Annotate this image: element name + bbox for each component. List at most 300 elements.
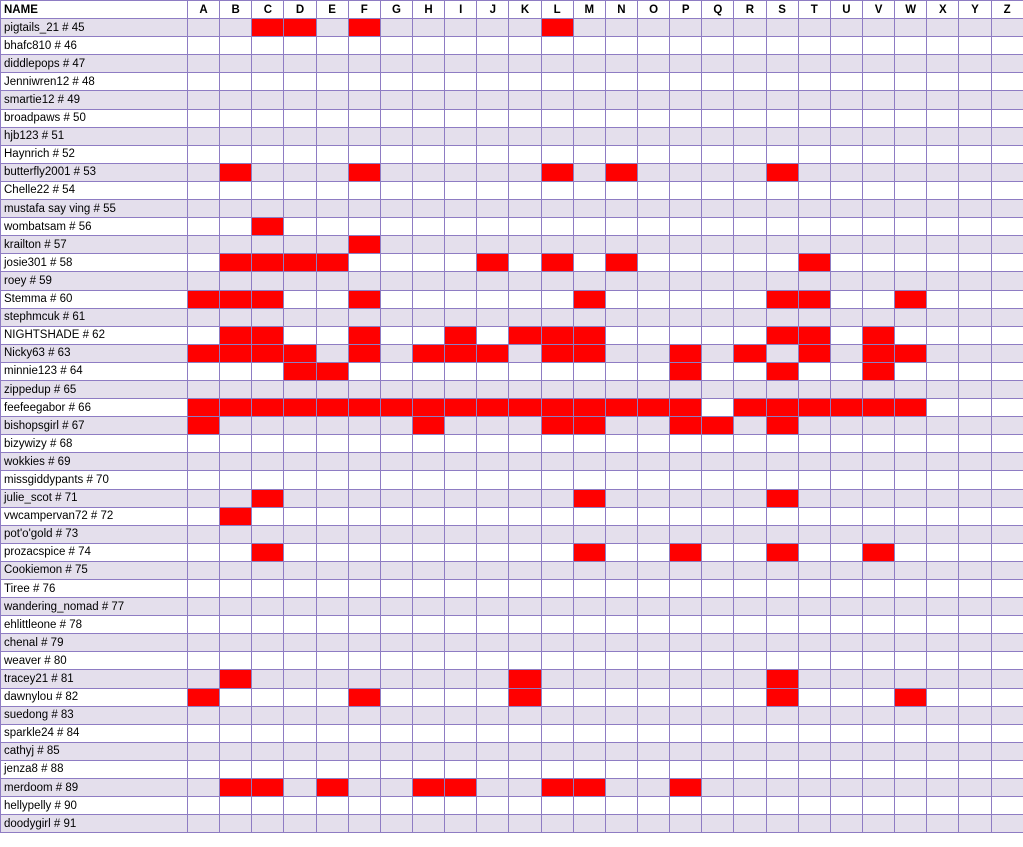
grid-cell[interactable] xyxy=(927,815,959,833)
grid-cell[interactable] xyxy=(412,73,444,91)
marked-cell[interactable] xyxy=(220,399,252,417)
grid-cell[interactable] xyxy=(895,525,927,543)
grid-cell[interactable] xyxy=(316,525,348,543)
grid-cell[interactable] xyxy=(637,742,669,760)
grid-cell[interactable] xyxy=(188,362,220,380)
grid-cell[interactable] xyxy=(959,417,991,435)
grid-cell[interactable] xyxy=(509,236,541,254)
column-header-g[interactable]: G xyxy=(380,1,412,19)
grid-cell[interactable] xyxy=(316,760,348,778)
grid-cell[interactable] xyxy=(991,290,1023,308)
grid-cell[interactable] xyxy=(509,37,541,55)
grid-cell[interactable] xyxy=(766,580,798,598)
column-header-j[interactable]: J xyxy=(477,1,509,19)
marked-cell[interactable] xyxy=(670,779,702,797)
grid-cell[interactable] xyxy=(220,616,252,634)
name-cell[interactable]: diddlepops # 47 xyxy=(1,55,188,73)
grid-cell[interactable] xyxy=(991,417,1023,435)
marked-cell[interactable] xyxy=(380,399,412,417)
grid-cell[interactable] xyxy=(541,109,573,127)
grid-cell[interactable] xyxy=(959,453,991,471)
grid-cell[interactable] xyxy=(188,797,220,815)
grid-cell[interactable] xyxy=(509,797,541,815)
grid-cell[interactable] xyxy=(927,489,959,507)
grid-cell[interactable] xyxy=(220,19,252,37)
grid-cell[interactable] xyxy=(991,236,1023,254)
grid-cell[interactable] xyxy=(284,435,316,453)
grid-cell[interactable] xyxy=(637,218,669,236)
column-header-f[interactable]: F xyxy=(348,1,380,19)
grid-cell[interactable] xyxy=(702,435,734,453)
marked-cell[interactable] xyxy=(445,344,477,362)
marked-cell[interactable] xyxy=(284,362,316,380)
grid-cell[interactable] xyxy=(734,145,766,163)
grid-cell[interactable] xyxy=(477,471,509,489)
grid-cell[interactable] xyxy=(734,91,766,109)
grid-cell[interactable] xyxy=(991,435,1023,453)
grid-cell[interactable] xyxy=(316,417,348,435)
grid-cell[interactable] xyxy=(734,507,766,525)
grid-cell[interactable] xyxy=(798,19,830,37)
grid-cell[interactable] xyxy=(927,218,959,236)
grid-cell[interactable] xyxy=(412,580,444,598)
name-cell[interactable]: chenal # 79 xyxy=(1,634,188,652)
grid-cell[interactable] xyxy=(412,91,444,109)
grid-cell[interactable] xyxy=(284,145,316,163)
grid-cell[interactable] xyxy=(959,507,991,525)
name-cell[interactable]: Jenniwren12 # 48 xyxy=(1,73,188,91)
grid-cell[interactable] xyxy=(927,779,959,797)
grid-cell[interactable] xyxy=(766,634,798,652)
grid-cell[interactable] xyxy=(509,290,541,308)
grid-cell[interactable] xyxy=(734,580,766,598)
grid-cell[interactable] xyxy=(445,55,477,73)
grid-cell[interactable] xyxy=(509,435,541,453)
grid-cell[interactable] xyxy=(637,489,669,507)
grid-cell[interactable] xyxy=(316,218,348,236)
grid-cell[interactable] xyxy=(380,471,412,489)
grid-cell[interactable] xyxy=(959,73,991,91)
grid-cell[interactable] xyxy=(509,580,541,598)
grid-cell[interactable] xyxy=(670,380,702,398)
grid-cell[interactable] xyxy=(541,73,573,91)
grid-cell[interactable] xyxy=(252,109,284,127)
marked-cell[interactable] xyxy=(220,507,252,525)
grid-cell[interactable] xyxy=(541,308,573,326)
grid-cell[interactable] xyxy=(316,453,348,471)
grid-cell[interactable] xyxy=(798,652,830,670)
grid-cell[interactable] xyxy=(798,489,830,507)
grid-cell[interactable] xyxy=(605,19,637,37)
grid-cell[interactable] xyxy=(637,272,669,290)
grid-cell[interactable] xyxy=(573,19,605,37)
grid-cell[interactable] xyxy=(380,163,412,181)
grid-cell[interactable] xyxy=(605,109,637,127)
grid-cell[interactable] xyxy=(734,435,766,453)
grid-cell[interactable] xyxy=(477,145,509,163)
grid-cell[interactable] xyxy=(541,380,573,398)
grid-cell[interactable] xyxy=(316,181,348,199)
grid-cell[interactable] xyxy=(445,724,477,742)
grid-cell[interactable] xyxy=(348,561,380,579)
grid-cell[interactable] xyxy=(895,163,927,181)
grid-cell[interactable] xyxy=(380,19,412,37)
grid-cell[interactable] xyxy=(702,634,734,652)
grid-cell[interactable] xyxy=(637,670,669,688)
grid-cell[interactable] xyxy=(284,742,316,760)
grid-cell[interactable] xyxy=(220,580,252,598)
grid-cell[interactable] xyxy=(991,344,1023,362)
grid-cell[interactable] xyxy=(284,91,316,109)
grid-cell[interactable] xyxy=(316,724,348,742)
grid-cell[interactable] xyxy=(959,688,991,706)
grid-cell[interactable] xyxy=(670,471,702,489)
grid-cell[interactable] xyxy=(702,688,734,706)
grid-cell[interactable] xyxy=(830,91,862,109)
grid-cell[interactable] xyxy=(541,362,573,380)
grid-cell[interactable] xyxy=(830,37,862,55)
grid-cell[interactable] xyxy=(766,109,798,127)
grid-cell[interactable] xyxy=(348,507,380,525)
grid-cell[interactable] xyxy=(477,55,509,73)
grid-cell[interactable] xyxy=(380,109,412,127)
grid-cell[interactable] xyxy=(573,561,605,579)
grid-cell[interactable] xyxy=(670,236,702,254)
grid-cell[interactable] xyxy=(830,109,862,127)
grid-cell[interactable] xyxy=(220,109,252,127)
grid-cell[interactable] xyxy=(798,616,830,634)
grid-cell[interactable] xyxy=(766,435,798,453)
grid-cell[interactable] xyxy=(573,163,605,181)
marked-cell[interactable] xyxy=(284,254,316,272)
grid-cell[interactable] xyxy=(188,815,220,833)
grid-cell[interactable] xyxy=(927,616,959,634)
grid-cell[interactable] xyxy=(445,634,477,652)
grid-cell[interactable] xyxy=(605,37,637,55)
grid-cell[interactable] xyxy=(445,742,477,760)
grid-cell[interactable] xyxy=(541,507,573,525)
column-header-e[interactable]: E xyxy=(316,1,348,19)
grid-cell[interactable] xyxy=(284,652,316,670)
marked-cell[interactable] xyxy=(252,19,284,37)
marked-cell[interactable] xyxy=(284,19,316,37)
grid-cell[interactable] xyxy=(734,760,766,778)
grid-cell[interactable] xyxy=(477,706,509,724)
marked-cell[interactable] xyxy=(348,688,380,706)
grid-cell[interactable] xyxy=(895,272,927,290)
grid-cell[interactable] xyxy=(252,181,284,199)
grid-cell[interactable] xyxy=(541,706,573,724)
grid-cell[interactable] xyxy=(348,37,380,55)
grid-cell[interactable] xyxy=(670,507,702,525)
grid-cell[interactable] xyxy=(734,453,766,471)
grid-cell[interactable] xyxy=(252,561,284,579)
grid-cell[interactable] xyxy=(188,181,220,199)
name-cell[interactable]: bizywizy # 68 xyxy=(1,435,188,453)
grid-cell[interactable] xyxy=(670,670,702,688)
grid-cell[interactable] xyxy=(702,670,734,688)
grid-cell[interactable] xyxy=(991,218,1023,236)
marked-cell[interactable] xyxy=(766,543,798,561)
grid-cell[interactable] xyxy=(252,163,284,181)
grid-cell[interactable] xyxy=(380,779,412,797)
grid-cell[interactable] xyxy=(188,742,220,760)
grid-cell[interactable] xyxy=(188,670,220,688)
grid-cell[interactable] xyxy=(927,561,959,579)
grid-cell[interactable] xyxy=(509,308,541,326)
grid-cell[interactable] xyxy=(798,37,830,55)
grid-cell[interactable] xyxy=(895,616,927,634)
grid-cell[interactable] xyxy=(284,706,316,724)
grid-cell[interactable] xyxy=(380,55,412,73)
grid-cell[interactable] xyxy=(252,634,284,652)
grid-cell[interactable] xyxy=(927,236,959,254)
marked-cell[interactable] xyxy=(445,326,477,344)
grid-cell[interactable] xyxy=(477,326,509,344)
grid-cell[interactable] xyxy=(766,19,798,37)
grid-cell[interactable] xyxy=(380,724,412,742)
grid-cell[interactable] xyxy=(991,163,1023,181)
grid-cell[interactable] xyxy=(573,254,605,272)
grid-cell[interactable] xyxy=(541,797,573,815)
grid-cell[interactable] xyxy=(702,815,734,833)
column-header-s[interactable]: S xyxy=(766,1,798,19)
grid-cell[interactable] xyxy=(702,200,734,218)
grid-cell[interactable] xyxy=(573,616,605,634)
grid-cell[interactable] xyxy=(670,109,702,127)
grid-cell[interactable] xyxy=(927,471,959,489)
column-header-p[interactable]: P xyxy=(670,1,702,19)
marked-cell[interactable] xyxy=(766,688,798,706)
grid-cell[interactable] xyxy=(702,344,734,362)
grid-cell[interactable] xyxy=(895,417,927,435)
grid-cell[interactable] xyxy=(509,652,541,670)
grid-cell[interactable] xyxy=(702,779,734,797)
grid-cell[interactable] xyxy=(412,634,444,652)
column-header-c[interactable]: C xyxy=(252,1,284,19)
grid-cell[interactable] xyxy=(445,543,477,561)
grid-cell[interactable] xyxy=(412,688,444,706)
grid-cell[interactable] xyxy=(991,145,1023,163)
grid-cell[interactable] xyxy=(895,236,927,254)
grid-cell[interactable] xyxy=(895,55,927,73)
grid-cell[interactable] xyxy=(348,453,380,471)
marked-cell[interactable] xyxy=(766,399,798,417)
grid-cell[interactable] xyxy=(670,797,702,815)
grid-cell[interactable] xyxy=(862,580,894,598)
grid-cell[interactable] xyxy=(284,55,316,73)
grid-cell[interactable] xyxy=(862,254,894,272)
grid-cell[interactable] xyxy=(927,163,959,181)
grid-cell[interactable] xyxy=(316,471,348,489)
marked-cell[interactable] xyxy=(637,399,669,417)
marked-cell[interactable] xyxy=(670,543,702,561)
grid-cell[interactable] xyxy=(188,236,220,254)
grid-cell[interactable] xyxy=(862,742,894,760)
grid-cell[interactable] xyxy=(412,55,444,73)
grid-cell[interactable] xyxy=(895,435,927,453)
name-cell[interactable]: Tiree # 76 xyxy=(1,580,188,598)
grid-cell[interactable] xyxy=(637,145,669,163)
grid-cell[interactable] xyxy=(188,453,220,471)
marked-cell[interactable] xyxy=(316,362,348,380)
grid-cell[interactable] xyxy=(766,181,798,199)
grid-cell[interactable] xyxy=(477,580,509,598)
grid-cell[interactable] xyxy=(702,109,734,127)
marked-cell[interactable] xyxy=(316,399,348,417)
grid-cell[interactable] xyxy=(380,181,412,199)
grid-cell[interactable] xyxy=(798,525,830,543)
grid-cell[interactable] xyxy=(959,272,991,290)
grid-cell[interactable] xyxy=(637,181,669,199)
grid-cell[interactable] xyxy=(991,688,1023,706)
marked-cell[interactable] xyxy=(573,344,605,362)
grid-cell[interactable] xyxy=(220,91,252,109)
grid-cell[interactable] xyxy=(509,163,541,181)
grid-cell[interactable] xyxy=(734,616,766,634)
grid-cell[interactable] xyxy=(798,145,830,163)
grid-cell[interactable] xyxy=(445,507,477,525)
marked-cell[interactable] xyxy=(252,290,284,308)
grid-cell[interactable] xyxy=(927,742,959,760)
grid-cell[interactable] xyxy=(252,272,284,290)
grid-cell[interactable] xyxy=(477,760,509,778)
marked-cell[interactable] xyxy=(541,417,573,435)
grid-cell[interactable] xyxy=(477,362,509,380)
grid-cell[interactable] xyxy=(702,218,734,236)
grid-cell[interactable] xyxy=(316,236,348,254)
grid-cell[interactable] xyxy=(798,417,830,435)
name-cell[interactable]: jenza8 # 88 xyxy=(1,760,188,778)
grid-cell[interactable] xyxy=(670,37,702,55)
name-cell[interactable]: josie301 # 58 xyxy=(1,254,188,272)
grid-cell[interactable] xyxy=(412,453,444,471)
grid-cell[interactable] xyxy=(348,779,380,797)
grid-cell[interactable] xyxy=(734,362,766,380)
grid-cell[interactable] xyxy=(605,652,637,670)
grid-cell[interactable] xyxy=(509,344,541,362)
grid-cell[interactable] xyxy=(895,362,927,380)
grid-cell[interactable] xyxy=(830,471,862,489)
grid-cell[interactable] xyxy=(605,779,637,797)
grid-cell[interactable] xyxy=(252,670,284,688)
grid-cell[interactable] xyxy=(220,362,252,380)
grid-cell[interactable] xyxy=(412,326,444,344)
grid-cell[interactable] xyxy=(830,688,862,706)
grid-cell[interactable] xyxy=(541,742,573,760)
grid-cell[interactable] xyxy=(541,236,573,254)
grid-cell[interactable] xyxy=(573,706,605,724)
grid-cell[interactable] xyxy=(252,706,284,724)
grid-cell[interactable] xyxy=(637,55,669,73)
grid-cell[interactable] xyxy=(734,652,766,670)
grid-cell[interactable] xyxy=(380,145,412,163)
grid-cell[interactable] xyxy=(766,797,798,815)
grid-cell[interactable] xyxy=(895,308,927,326)
grid-cell[interactable] xyxy=(380,380,412,398)
grid-cell[interactable] xyxy=(830,272,862,290)
grid-cell[interactable] xyxy=(412,109,444,127)
grid-cell[interactable] xyxy=(541,489,573,507)
grid-cell[interactable] xyxy=(188,616,220,634)
grid-cell[interactable] xyxy=(798,308,830,326)
grid-cell[interactable] xyxy=(573,362,605,380)
grid-cell[interactable] xyxy=(541,561,573,579)
grid-cell[interactable] xyxy=(637,417,669,435)
marked-cell[interactable] xyxy=(862,399,894,417)
grid-cell[interactable] xyxy=(927,344,959,362)
grid-cell[interactable] xyxy=(798,688,830,706)
grid-cell[interactable] xyxy=(316,489,348,507)
grid-cell[interactable] xyxy=(252,55,284,73)
grid-cell[interactable] xyxy=(702,399,734,417)
grid-cell[interactable] xyxy=(605,435,637,453)
grid-cell[interactable] xyxy=(605,706,637,724)
grid-cell[interactable] xyxy=(316,73,348,91)
grid-cell[interactable] xyxy=(188,254,220,272)
grid-cell[interactable] xyxy=(509,489,541,507)
grid-cell[interactable] xyxy=(734,380,766,398)
grid-cell[interactable] xyxy=(605,218,637,236)
grid-cell[interactable] xyxy=(734,272,766,290)
grid-cell[interactable] xyxy=(316,200,348,218)
grid-cell[interactable] xyxy=(284,73,316,91)
grid-cell[interactable] xyxy=(991,797,1023,815)
grid-cell[interactable] xyxy=(991,73,1023,91)
grid-cell[interactable] xyxy=(798,73,830,91)
grid-cell[interactable] xyxy=(734,181,766,199)
grid-cell[interactable] xyxy=(284,272,316,290)
grid-cell[interactable] xyxy=(220,489,252,507)
column-header-h[interactable]: H xyxy=(412,1,444,19)
name-cell[interactable]: bhafc810 # 46 xyxy=(1,37,188,55)
grid-cell[interactable] xyxy=(798,181,830,199)
grid-cell[interactable] xyxy=(445,181,477,199)
grid-cell[interactable] xyxy=(670,652,702,670)
grid-cell[interactable] xyxy=(412,652,444,670)
grid-cell[interactable] xyxy=(895,815,927,833)
marked-cell[interactable] xyxy=(573,417,605,435)
grid-cell[interactable] xyxy=(637,561,669,579)
grid-cell[interactable] xyxy=(284,760,316,778)
marked-cell[interactable] xyxy=(188,417,220,435)
grid-cell[interactable] xyxy=(766,598,798,616)
grid-cell[interactable] xyxy=(959,109,991,127)
grid-cell[interactable] xyxy=(477,543,509,561)
name-cell[interactable]: sparkle24 # 84 xyxy=(1,724,188,742)
grid-cell[interactable] xyxy=(220,272,252,290)
grid-cell[interactable] xyxy=(830,489,862,507)
grid-cell[interactable] xyxy=(316,55,348,73)
grid-cell[interactable] xyxy=(220,73,252,91)
grid-cell[interactable] xyxy=(284,634,316,652)
grid-cell[interactable] xyxy=(766,200,798,218)
grid-cell[interactable] xyxy=(702,471,734,489)
grid-cell[interactable] xyxy=(220,760,252,778)
grid-cell[interactable] xyxy=(895,706,927,724)
grid-cell[interactable] xyxy=(637,616,669,634)
grid-cell[interactable] xyxy=(509,724,541,742)
grid-cell[interactable] xyxy=(188,489,220,507)
grid-cell[interactable] xyxy=(830,561,862,579)
grid-cell[interactable] xyxy=(959,471,991,489)
grid-cell[interactable] xyxy=(895,543,927,561)
grid-cell[interactable] xyxy=(284,417,316,435)
grid-cell[interactable] xyxy=(798,797,830,815)
grid-cell[interactable] xyxy=(605,272,637,290)
marked-cell[interactable] xyxy=(605,163,637,181)
marked-cell[interactable] xyxy=(798,399,830,417)
